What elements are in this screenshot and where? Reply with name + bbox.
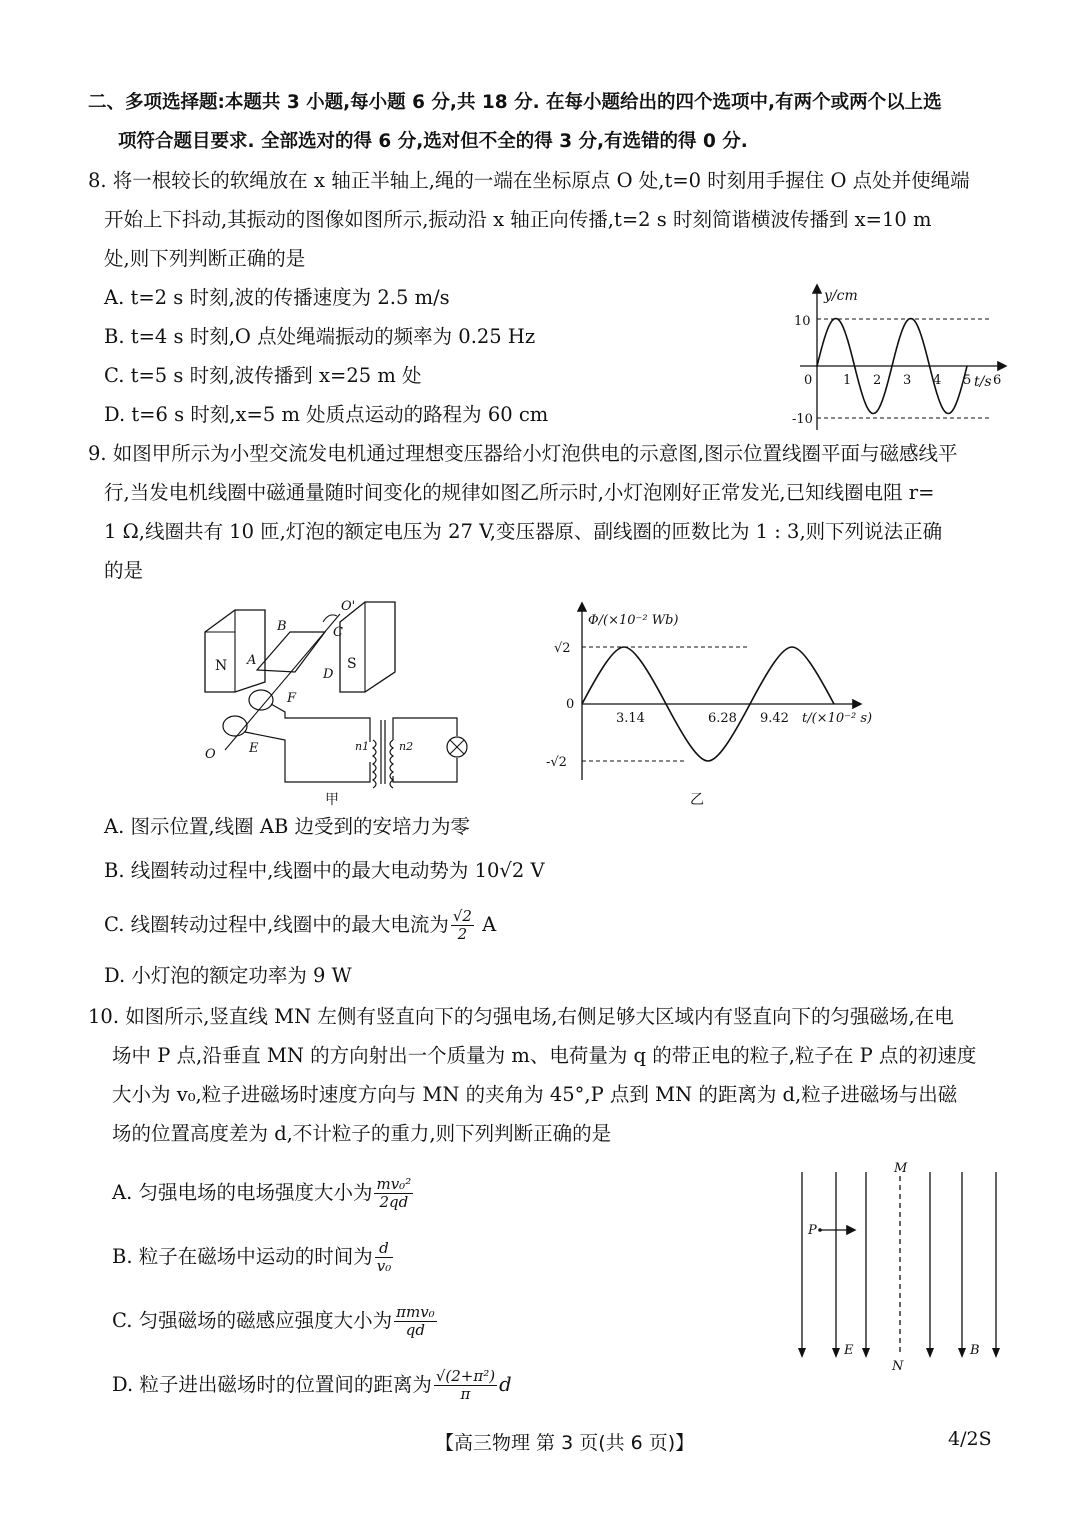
- label-p: P: [808, 1223, 817, 1238]
- q8-vibration-graph: [780, 280, 1010, 440]
- q9-stem-line2: 行,当发电机线圈中磁通量随时间变化的规律如图乙所示时,小灯泡刚好正常发光,已知线圈电阻 r=: [104, 481, 935, 504]
- y-tick-10: 10: [794, 314, 811, 329]
- q8-stem-line2: 开始上下抖动,其振动的图像如图所示,振动沿 x 轴正向传播,t=2 s 时刻简谐横波传播到 x=10 m: [104, 208, 932, 231]
- y-tick-neg10: -10: [792, 412, 813, 427]
- label-c: C: [333, 625, 343, 640]
- arrowhead-icon: [832, 1348, 840, 1358]
- label-e: E: [249, 741, 259, 756]
- label-d: D: [323, 667, 334, 682]
- caption-jia: 甲: [325, 792, 339, 807]
- magnet-s: [340, 602, 395, 692]
- q8-option-c: C. t=5 s 时刻,波传播到 x=25 m 处: [104, 364, 422, 387]
- caption-yi: 乙: [690, 792, 704, 808]
- q9-option-c: [104, 908, 496, 943]
- label-a: A: [247, 653, 257, 668]
- arrowhead-icon: [798, 1348, 806, 1358]
- fraction-den: v₀: [376, 1257, 392, 1275]
- label-n2: n2: [399, 740, 414, 753]
- flux-x-tick-3: 9.42: [760, 711, 789, 726]
- fraction-num: mv₀²: [376, 1175, 412, 1193]
- q9-generator-figure: [195, 592, 485, 807]
- q9-stem-line4: 的是: [104, 559, 144, 582]
- y-axis-label: y/cm: [824, 288, 858, 304]
- q10-option-c-text: C. 匀强磁场的磁感应强度大小为: [112, 1309, 393, 1332]
- arrowhead-icon: [958, 1348, 966, 1358]
- arrowhead-icon: [862, 1348, 870, 1358]
- q9-option-c-fraction: [451, 908, 474, 943]
- q8-stem-line1: 8. 将一根较长的软绳放在 x 轴正半轴上,绳的一端在坐标原点 O 处,t=0 时刻用手握住 O 点处并使绳端: [88, 169, 970, 192]
- slip-ring-e: [223, 716, 247, 736]
- q10-option-d: [112, 1368, 512, 1403]
- x-tick-3: 3: [903, 373, 912, 388]
- x-tick-6: 6: [993, 373, 1002, 388]
- point-p: [818, 1228, 822, 1232]
- fraction-den: π: [460, 1385, 471, 1403]
- section-heading-line1: 二、多项选择题:本题共 3 小题,每小题 6 分,共 18 分. 在每小题给出的四个选项中,有两个或两个以上选: [88, 92, 942, 113]
- q10-stem-line3: 大小为 v₀,粒子进磁场时速度方向与 MN 的夹角为 45°,P 点到 MN 的距离为 d,粒子进磁场与出磁: [112, 1083, 958, 1106]
- q9-stem-line3: 1 Ω,线圈共有 10 匝,灯泡的额定电压为 27 V,变压器原、副线圈的匝数比为 1 : 3,则下列说法正确: [104, 520, 943, 543]
- label-n: N: [892, 1359, 904, 1374]
- label-b-field: B: [970, 1343, 980, 1358]
- q10-stem-line2: 场中 P 点,沿垂直 MN 的方向射出一个质量为 m、电荷量为 q 的带正电的粒子,粒子在 P 点的初速度: [112, 1044, 977, 1067]
- label-b: B: [277, 619, 287, 634]
- arrowhead-icon: [992, 1348, 1000, 1358]
- q9-option-a: A. 图示位置,线圈 AB 边受到的安培力为零: [104, 815, 470, 838]
- q10-option-d-unit: d: [499, 1373, 512, 1396]
- q9-option-c-unit: A: [482, 913, 497, 936]
- coil: [257, 632, 325, 672]
- flux-x-label: t/(×10⁻² s): [802, 711, 873, 726]
- fraction-num: √2: [452, 907, 472, 925]
- label-n1: n1: [355, 740, 370, 753]
- label-m: M: [894, 1161, 908, 1176]
- q10-option-b-text: B. 粒子在磁场中运动的时间为: [112, 1245, 373, 1268]
- section-heading-line2: 项符合题目要求. 全部选对的得 6 分,选对但不全的得 3 分,有选错的得 0 分.: [118, 131, 748, 152]
- q10-option-a-fraction: [374, 1176, 413, 1211]
- q8-option-b: B. t=4 s 时刻,O 点处绳端振动的频率为 0.25 Hz: [104, 325, 536, 348]
- fraction-num: √(2+π²): [435, 1367, 496, 1385]
- q9-option-c-text: C. 线圈转动过程中,线圈中的最大电流为: [104, 913, 449, 936]
- q10-option-b: [112, 1240, 395, 1275]
- fraction-den: 2: [457, 925, 468, 943]
- footer-page-info: 【高三物理 第 3 页(共 6 页)】: [435, 1432, 695, 1454]
- q10-option-a: [112, 1176, 415, 1211]
- label-n: N: [215, 658, 228, 674]
- q8-option-d: D. t=6 s 时刻,x=5 m 处质点运动的路程为 60 cm: [104, 403, 549, 426]
- q10-option-a-text: A. 匀强电场的电场强度大小为: [112, 1181, 373, 1204]
- footer-code: 4/2S: [948, 1428, 992, 1450]
- flux-y-tick-zero: 0: [566, 697, 575, 712]
- q10-stem-line1: 10. 如图所示,竖直线 MN 左侧有竖直向下的匀强电场,右侧足够大区域内有竖直向下的匀强磁场,在电: [88, 1005, 954, 1028]
- primary-coil: [373, 740, 376, 788]
- q9-flux-graph: [540, 600, 885, 810]
- q10-option-c-fraction: [394, 1304, 437, 1339]
- label-e-field: E: [844, 1343, 854, 1358]
- x-tick-4: 4: [933, 373, 942, 388]
- label-o-prime: O': [341, 599, 356, 614]
- q10-option-d-text: D. 粒子进出磁场时的位置间的距离为: [112, 1373, 432, 1396]
- fraction-den: 2qd: [379, 1193, 409, 1211]
- fraction-den: qd: [405, 1321, 426, 1339]
- label-o: O: [205, 747, 216, 762]
- q10-option-d-fraction: [434, 1368, 497, 1403]
- flux-y-tick-min: -√2: [546, 755, 567, 770]
- fraction-num: πmv₀: [396, 1303, 435, 1321]
- flux-x-tick-2: 6.28: [708, 711, 737, 726]
- label-f: F: [287, 691, 297, 706]
- x-tick-5: 5: [963, 373, 972, 388]
- x-tick-1: 1: [843, 373, 852, 388]
- q9-option-b: B. 线圈转动过程中,线圈中的最大电动势为 10√2 V: [104, 859, 545, 882]
- q10-field-figure: [790, 1158, 1010, 1378]
- arrowhead-icon: [926, 1348, 934, 1358]
- x-tick-0: 0: [804, 373, 813, 388]
- q9-option-d: D. 小灯泡的额定功率为 9 W: [104, 964, 352, 987]
- q10-stem-line4: 场的位置高度差为 d,不计粒子的重力,则下列判断正确的是: [112, 1122, 612, 1145]
- q10-option-c: [112, 1304, 439, 1339]
- flux-y-tick-max: √2: [554, 641, 571, 656]
- axis-oo: [225, 614, 340, 750]
- label-s: S: [347, 656, 357, 672]
- rotation-arrow: [323, 615, 337, 622]
- q8-stem-line3: 处,则下列判断正确的是: [104, 247, 306, 270]
- q8-option-a: A. t=2 s 时刻,波的传播速度为 2.5 m/s: [104, 286, 450, 309]
- fraction-num: d: [375, 1240, 394, 1258]
- flux-x-tick-1: 3.14: [616, 711, 645, 726]
- x-axis-label: t/s: [974, 374, 992, 390]
- q10-option-b-fraction: [375, 1240, 394, 1275]
- q9-stem-line1: 9. 如图甲所示为小型交流发电机通过理想变压器给小灯泡供电的示意图,图示位置线圈平面与磁感线平: [88, 442, 958, 465]
- flux-y-label: Φ/(×10⁻² Wb): [588, 613, 679, 628]
- x-tick-2: 2: [873, 373, 882, 388]
